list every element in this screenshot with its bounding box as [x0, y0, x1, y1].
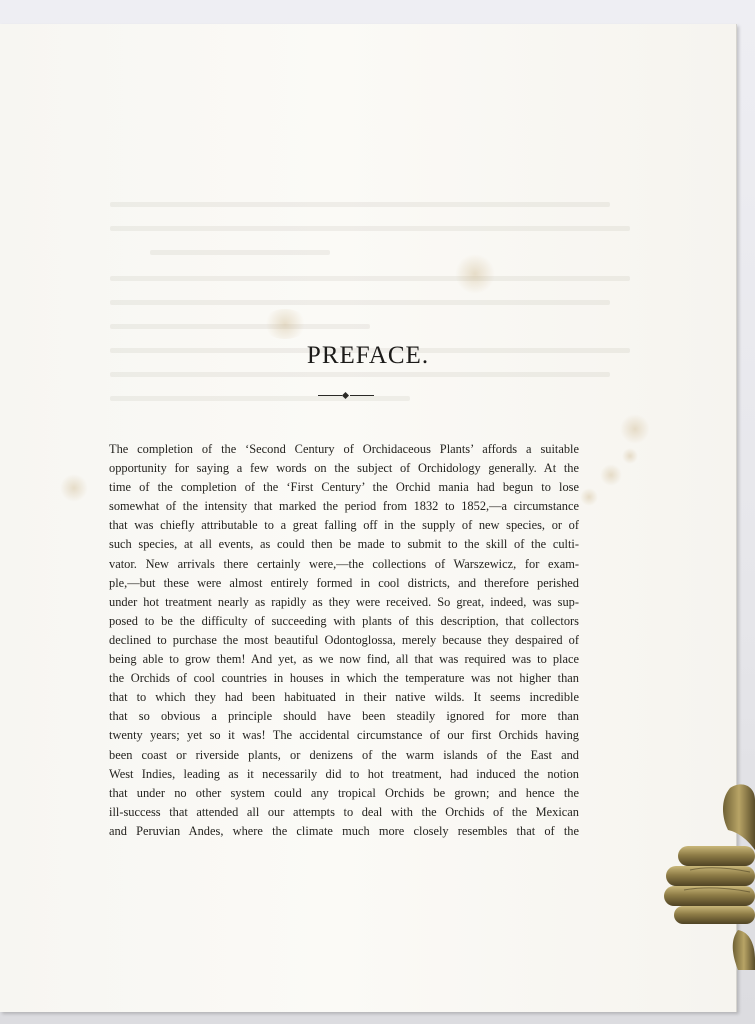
- body-line: vator. New arrivals there certainly were,—the collections of Warszewicz, for exam-: [109, 556, 579, 571]
- body-line: the Orchids of cool countries in houses in which the temperature was not higher than: [109, 671, 579, 686]
- body-line: West Indies, leading as it necessarily did to hot treatment, had induced the notion: [109, 766, 579, 781]
- body-line: that to which they had been habituated in their native wilds. It seems incredible: [109, 690, 579, 705]
- body-line: twenty years; yet so it was! The accidental circumstance of our first Orchids having: [109, 728, 579, 743]
- foxing-spot: [60, 474, 88, 502]
- body-line: and Peruvian Andes, where the climate much more closely resembles that of the: [109, 823, 579, 838]
- foxing-spot: [600, 464, 622, 486]
- body-line: ple,—but these were almost entirely formed in cool districts, and therefore perished: [109, 575, 579, 590]
- book-page: [0, 24, 737, 1012]
- body-line: somewhat of the intensity that marked the period from 1832 to 1852,—a circumstance: [109, 499, 579, 514]
- body-line: being able to grow them! And yet, as we now find, all that was required was to place: [109, 652, 579, 667]
- body-line: The completion of the ‘Second Century of Orchidaceous Plants’ affords a suitable: [109, 442, 579, 456]
- page-title: PREFACE.: [306, 342, 430, 369]
- body-line: declined to purchase the most beautiful Odontoglossa, merely because they despaired of: [109, 632, 579, 647]
- foxing-spot: [580, 488, 598, 506]
- foxing-spot: [262, 309, 308, 339]
- body-line: under hot treatment nearly as rapidly as they were received. So great, indeed, was sup-: [109, 594, 579, 609]
- body-line: posed to be the difficulty of succeeding with plants of this description, that collectors: [109, 613, 579, 628]
- body-line: that was chiefly attributable to a great falling off in the supply of new species, or of: [109, 518, 579, 533]
- body-line: opportunity for saying a few words on the subject of Orchidology generally. At the: [109, 461, 579, 476]
- body-line: that under no other system could any tropical Orchids be grown; and hence the: [109, 785, 579, 800]
- rule-diamond-ornament-icon: [318, 394, 374, 398]
- body-line: been coast or riverside plants, or denizens of the warm islands of the East and: [109, 747, 579, 762]
- preface-body: [109, 440, 579, 841]
- body-line: that so obvious a principle should have been steadily ignored for more than: [109, 709, 579, 724]
- body-line: time of the completion of the ‘First Century’ the Orchid mania had begun to lose: [109, 480, 579, 495]
- foxing-spot: [622, 448, 638, 464]
- brass-hand-clip: [660, 780, 755, 970]
- body-line: such species, at all events, as could then be made to submit to the skill of the culti-: [109, 537, 579, 552]
- show-through-text: [110, 194, 630, 404]
- body-line: ill-success that attended all our attempts to deal with the Orchids of the Mexican: [109, 804, 579, 819]
- foxing-spot: [620, 414, 650, 444]
- foxing-spot: [455, 254, 495, 294]
